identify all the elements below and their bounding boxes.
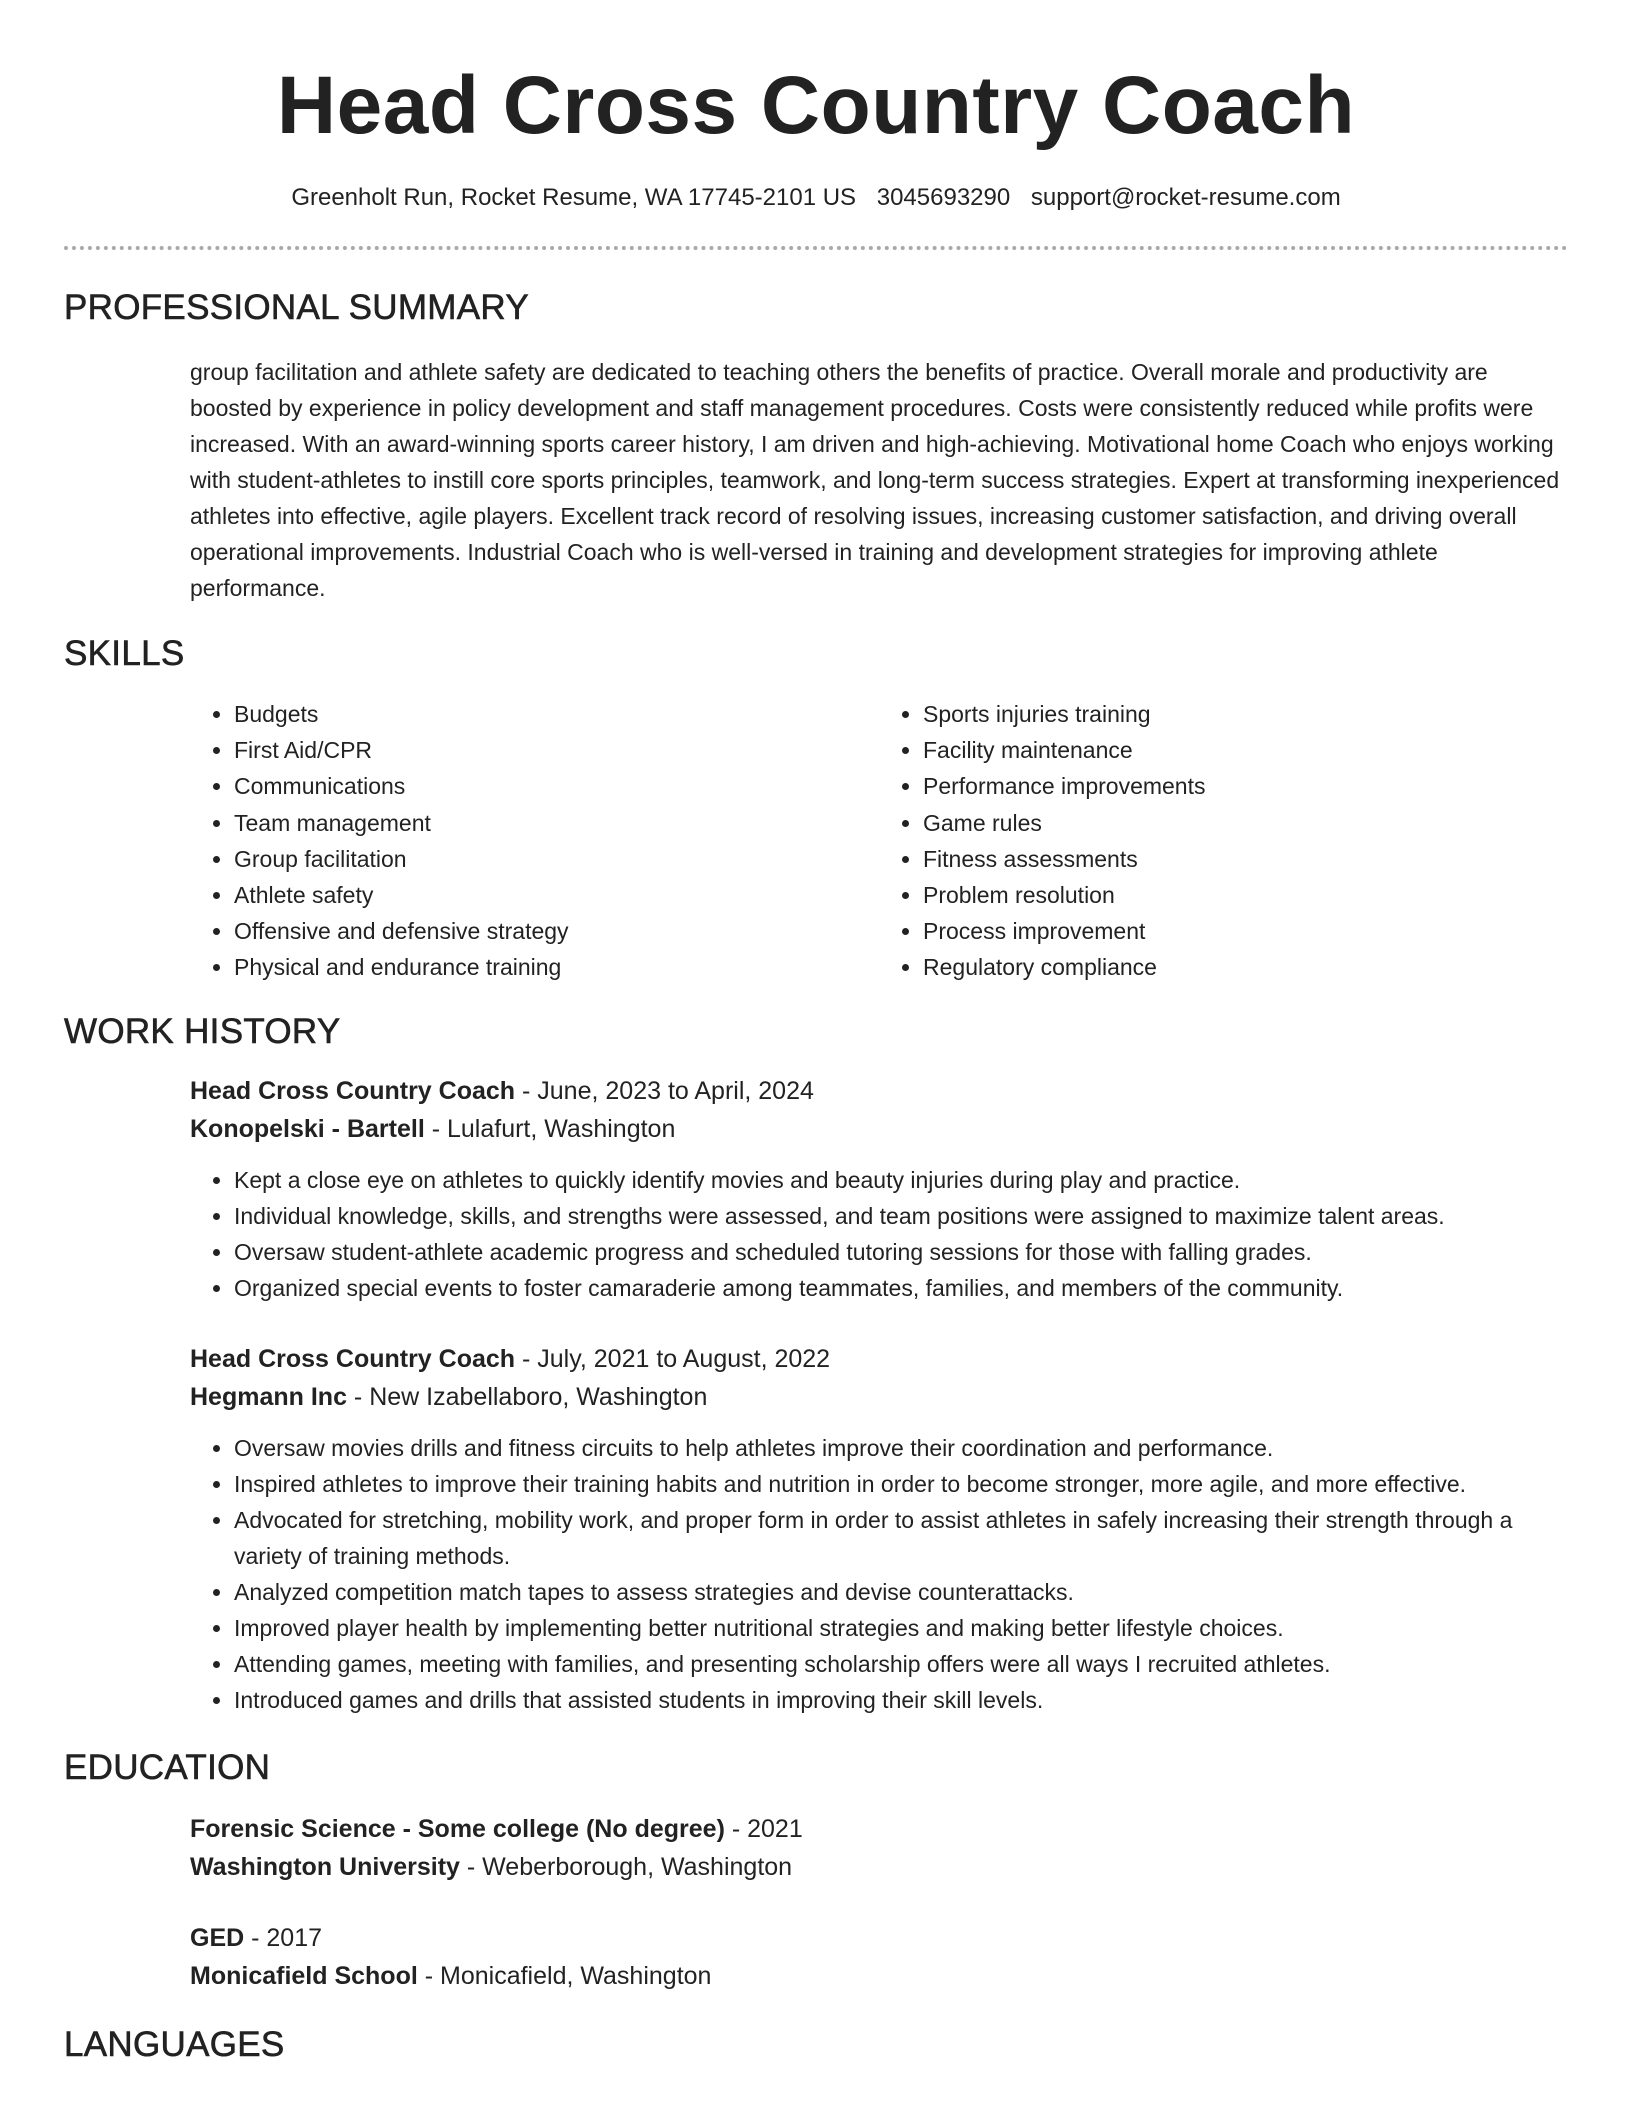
job-location: - Lulafurt, Washington [424,1114,676,1143]
education-school-line [190,1957,1568,1995]
summary-heading: PROFESSIONAL SUMMARY [64,288,529,327]
skills-heading: SKILLS [64,634,185,673]
education-school: Washington University [190,1852,460,1881]
education-degree: Forensic Science - Some college (No degree) [190,1814,725,1843]
contact-email: support@rocket-resume.com [1030,184,1341,211]
job-duty: • Individual knowledge, skills, and strengths were assessed, and team positions were assigned to maximize talent areas. [234,1198,1568,1234]
job-duty: • Improved player health by implementing better nutritional strategies and making better lifestyle choices. [234,1610,1568,1646]
skill-item: • Problem resolution [923,877,1568,913]
job-duty: • Oversaw movies drills and fitness circuits to help athletes improve their coordination and performance. [234,1430,1568,1466]
job-company: Hegmann Inc [190,1382,347,1411]
education-school-line [190,1848,1568,1886]
skill-item: • Physical and endurance training [234,949,879,985]
skill-item: • Offensive and defensive strategy [234,913,879,949]
job-title-line [190,1340,1568,1378]
skill-item: • Facility maintenance [923,732,1568,768]
skills-list [190,696,1568,986]
job-role: Head Cross Country Coach [190,1344,516,1373]
education-entry [190,1919,1568,1995]
education-heading: EDUCATION [64,1747,271,1787]
skill-item: • Game rules [923,805,1568,841]
job-title-line [190,1072,1568,1110]
job-duty: • Inspired athletes to improve their training habits and nutrition in order to become stronger, more agile, and more effective. [234,1466,1568,1502]
skill-item: • Team management [234,805,879,841]
job-role: Head Cross Country Coach [190,1076,516,1105]
education-year: - 2017 [244,1923,323,1952]
skills-column-left [190,696,879,986]
skill-item: • Process improvement [923,913,1568,949]
contact-line [64,182,1568,214]
contact-address: Greenholt Run, Rocket Resume, WA 17745-2101 US [291,184,857,211]
summary-text: group facilitation and athlete safety are dedicated to teaching others the benefits of practice. Overall morale and productivity are boosted by experience in policy development and staff management procedures. Costs were consistently reduced while profits were increased. With an award-winning sports career history, I am driven and high-achieving. Motivational home Coach who enjoys working with student-athletes to instill core sports principles, teamwork, and long-term success strategies. Expert at transforming inexperienced athletes into effective, agile players. Excellent track record of resolving issues, increasing customer satisfaction, and driving overall operational improvements. Industrial Coach who is well-versed in training and development strategies for improving athlete performance. [190,359,1560,601]
education-year: - 2021 [724,1814,803,1843]
skills-column-right [879,696,1568,986]
job-location: - New Izabellaboro, Washington [346,1382,708,1411]
header-divider [64,246,1568,250]
job-company-line [190,1378,1568,1416]
job-duty: • Introduced games and drills that assisted students in improving their skill levels. [234,1682,1568,1718]
education-degree-line [190,1919,1568,1957]
skill-item: • Sports injuries training [923,696,1568,732]
skill-item: • First Aid/CPR [234,732,879,768]
languages-heading: LANGUAGES [64,2024,285,2064]
job-duties [190,1430,1568,1718]
skill-item: • Athlete safety [234,877,879,913]
job-company-line [190,1110,1568,1148]
skill-item: • Performance improvements [923,768,1568,804]
education-school: Monicafield School [190,1961,418,1990]
education-location: - Weberborough, Washington [459,1852,793,1881]
job-dates: - July, 2021 to August, 2022 [515,1344,831,1373]
job-duty: • Analyzed competition match tapes to assess strategies and devise counterattacks. [234,1574,1568,1610]
skill-item: • Communications [234,768,879,804]
contact-phone: 3045693290 [876,184,1011,211]
job-duty: • Attending games, meeting with families, and presenting scholarship offers were all ways I recruited athletes. [234,1646,1568,1682]
job-duty: • Organized special events to foster camaraderie among teammates, families, and members of the community. [234,1270,1568,1306]
education-location: - Monicafield, Washington [417,1961,712,1990]
job-duty: • Kept a close eye on athletes to quickly identify movies and beauty injuries during play and practice. [234,1162,1568,1198]
job-dates: - June, 2023 to April, 2024 [515,1076,814,1105]
job-entry [190,1340,1568,1718]
education-entry [190,1810,1568,1886]
skill-item: • Regulatory compliance [923,949,1568,985]
work-history-heading: WORK HISTORY [64,1011,341,1051]
job-duty: • Oversaw student-athlete academic progress and scheduled tutoring sessions for those with falling grades. [234,1234,1568,1270]
education-degree-line [190,1810,1568,1848]
job-company: Konopelski - Bartell [190,1114,425,1143]
job-duties [190,1162,1568,1306]
job-duty: • Advocated for stretching, mobility work, and proper form in order to assist athletes in safely increasing their strength through a variety of training methods. [234,1502,1568,1574]
job-entry [190,1072,1568,1306]
resume-name: Head Cross Country Coach [276,60,1356,151]
skill-item: • Budgets [234,696,879,732]
skill-item: • Group facilitation [234,841,879,877]
skill-item: • Fitness assessments [923,841,1568,877]
education-degree: GED [190,1923,245,1952]
